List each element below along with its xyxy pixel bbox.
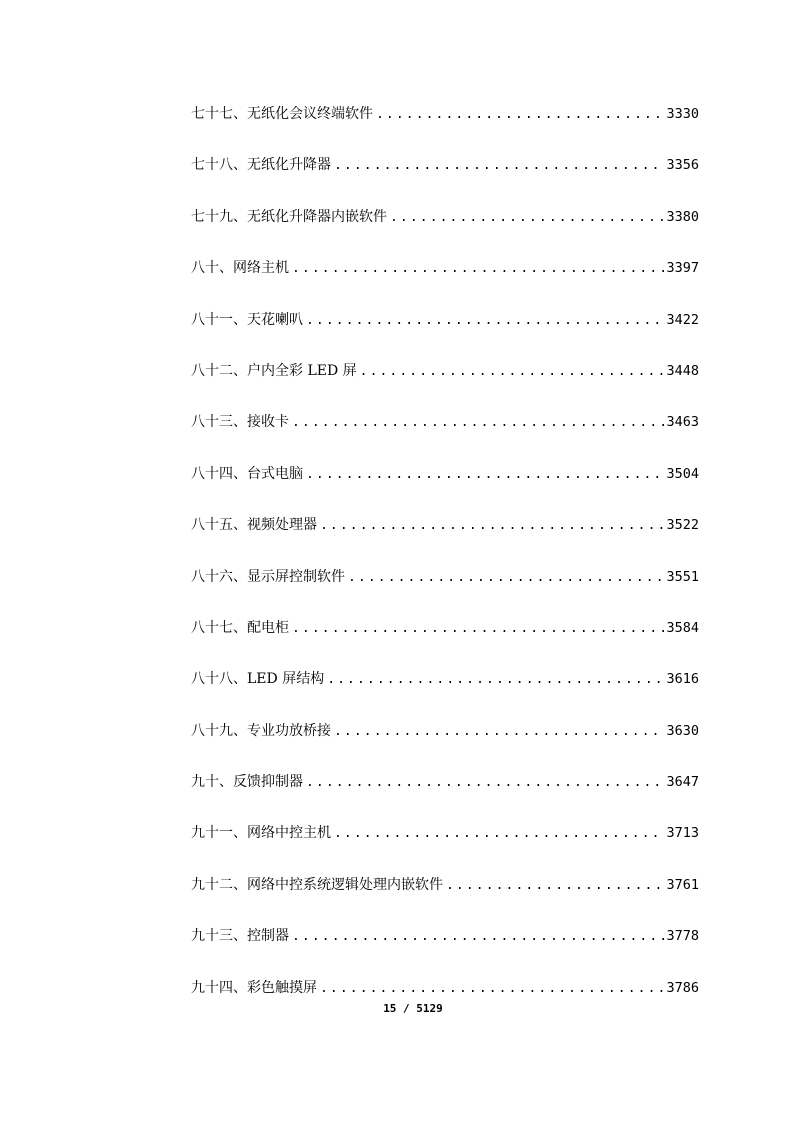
table-of-contents <box>191 103 699 1028</box>
toc-entry-page: 3448 <box>666 362 699 379</box>
toc-entry-title: 九十三、控制器 <box>191 928 289 945</box>
toc-dot-leader <box>306 772 664 794</box>
toc-entry[interactable] <box>191 411 699 462</box>
toc-dot-leader <box>334 721 664 743</box>
toc-entry-title: 八十五、视频处理器 <box>191 517 317 534</box>
toc-entry-page: 3330 <box>666 106 699 122</box>
toc-dot-leader <box>360 361 665 383</box>
toc-entry-title: 八十六、显示屏控制软件 <box>191 568 345 585</box>
toc-entry-page: 3786 <box>666 979 699 996</box>
toc-entry-page: 3422 <box>666 311 699 328</box>
toc-entry-title: 九十、反馈抑制器 <box>191 774 303 791</box>
toc-dot-leader <box>348 567 664 589</box>
toc-entry[interactable] <box>191 925 699 976</box>
toc-entry[interactable] <box>191 309 699 360</box>
toc-dot-leader <box>292 412 664 434</box>
toc-dot-leader <box>390 207 664 229</box>
toc-dot-leader <box>327 669 664 691</box>
toc-entry[interactable] <box>191 257 699 308</box>
toc-entry[interactable] <box>191 668 699 719</box>
toc-entry-title: 九十四、彩色触摸屏 <box>191 979 317 996</box>
toc-dot-leader <box>320 515 664 537</box>
toc-entry-page: 3778 <box>666 928 699 945</box>
toc-entry-title: 八十三、接收卡 <box>191 414 289 431</box>
toc-dot-leader <box>306 464 664 486</box>
toc-entry[interactable] <box>191 463 699 514</box>
toc-entry[interactable] <box>191 154 699 205</box>
toc-entry[interactable] <box>191 874 699 925</box>
toc-entry[interactable] <box>191 720 699 771</box>
toc-entry-title: 八十二、户内全彩 LED 屏 <box>191 362 357 379</box>
toc-entry-page: 3356 <box>666 157 699 174</box>
toc-dot-leader <box>292 258 664 280</box>
toc-entry[interactable] <box>191 206 699 257</box>
toc-entry-page: 3630 <box>666 722 699 739</box>
toc-entry-page: 3504 <box>666 465 699 482</box>
toc-entry-page: 3397 <box>666 260 699 277</box>
toc-entry-page: 3616 <box>666 671 699 688</box>
toc-entry-page: 3713 <box>666 825 699 842</box>
toc-entry-title: 八十八、LED 屏结构 <box>191 671 325 688</box>
toc-entry-title: 七十八、无纸化升降器 <box>191 157 331 174</box>
toc-entry-page: 3463 <box>666 414 699 431</box>
toc-entry-title: 八十一、天花喇叭 <box>191 311 303 328</box>
toc-dot-leader <box>292 926 664 948</box>
toc-entry-title: 八十九、专业功放桥接 <box>191 722 331 739</box>
toc-entry-title: 八十四、台式电脑 <box>191 465 303 482</box>
toc-entry-title: 七十七、无纸化会议终端软件 <box>191 106 373 122</box>
toc-entry[interactable] <box>191 771 699 822</box>
toc-entry[interactable] <box>191 514 699 565</box>
toc-dot-leader <box>376 104 664 126</box>
toc-entry-title: 八十、网络主机 <box>191 260 289 277</box>
toc-entry-page: 3380 <box>666 208 699 225</box>
toc-entry[interactable] <box>191 822 699 873</box>
toc-dot-leader <box>292 618 664 640</box>
toc-dot-leader <box>334 155 664 177</box>
toc-entry-page: 3551 <box>666 568 699 585</box>
toc-entry-title: 七十九、无纸化升降器内嵌软件 <box>191 208 387 225</box>
toc-dot-leader <box>306 310 664 332</box>
toc-entry-title: 九十一、网络中控主机 <box>191 825 331 842</box>
toc-entry-page: 3761 <box>666 876 699 893</box>
page-number-footer: 15 / 5129 <box>383 1002 443 1015</box>
toc-entry-title: 八十七、配电柜 <box>191 619 289 636</box>
toc-entry[interactable] <box>191 566 699 617</box>
toc-dot-leader <box>320 978 664 1000</box>
toc-entry-page: 3647 <box>666 774 699 791</box>
toc-dot-leader <box>334 823 664 845</box>
toc-dot-leader <box>446 875 664 897</box>
toc-entry-page: 3584 <box>666 619 699 636</box>
toc-entry-title: 九十二、网络中控系统逻辑处理内嵌软件 <box>191 876 443 893</box>
toc-entry[interactable] <box>191 617 699 668</box>
toc-entry-page: 3522 <box>666 517 699 534</box>
toc-entry[interactable] <box>191 360 699 411</box>
toc-entry[interactable] <box>191 103 699 154</box>
